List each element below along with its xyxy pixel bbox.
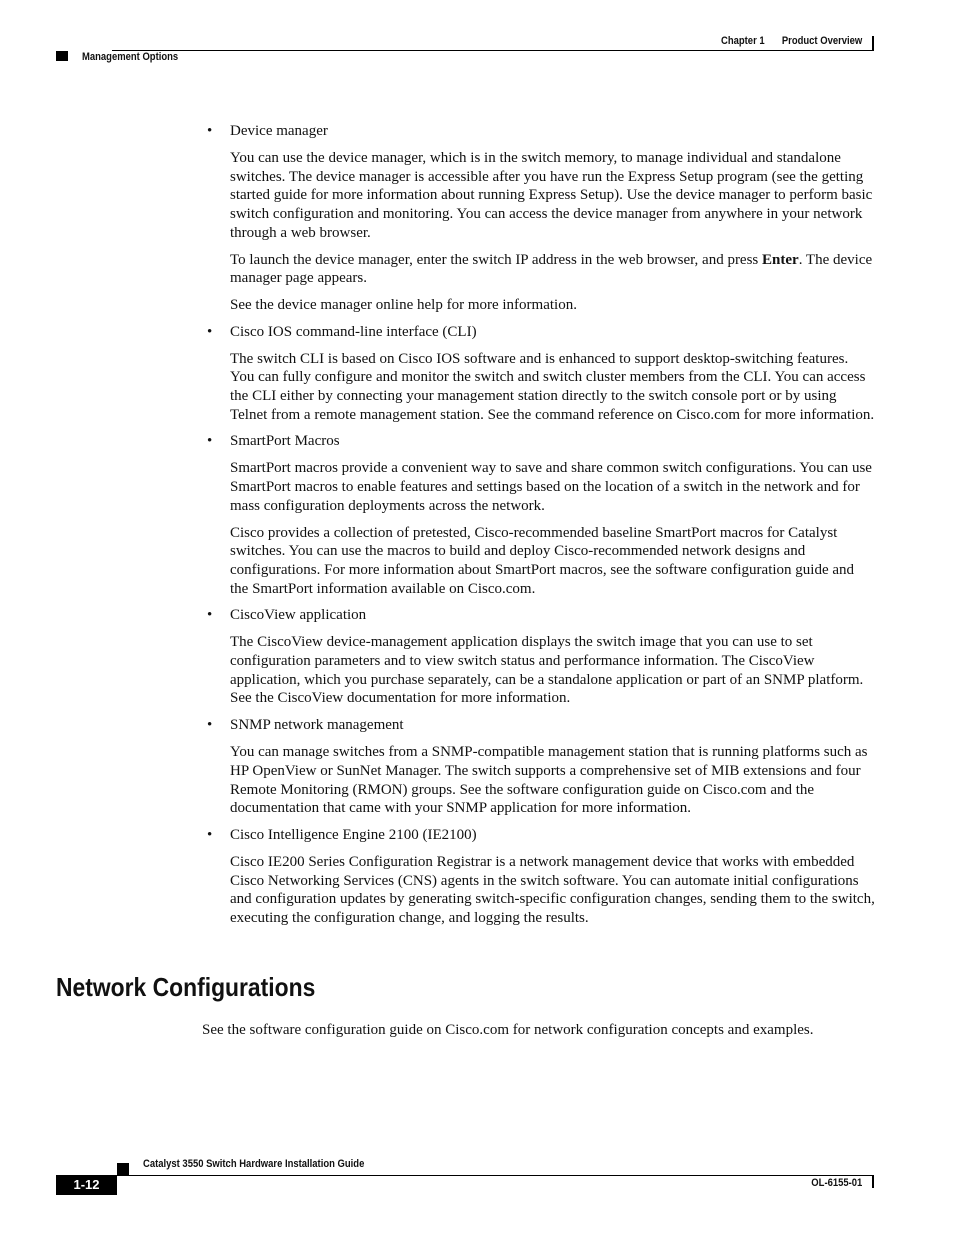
bold-keyword: Enter bbox=[762, 251, 799, 268]
chapter-number: Chapter 1 bbox=[720, 35, 765, 47]
footer-rule bbox=[56, 1175, 874, 1176]
running-header-section: Management Options bbox=[82, 51, 179, 63]
paragraph: You can use the device manager, which is in the switch memory, to manage individual and standalone switches. The device manager is accessible after you have run the Express Setup program (see the getting started guide for more information about running Express Setup). Use the device manager to perform basic switch configuration and monitoring. You can access the device manager from anywhere in your network through a web browser. bbox=[230, 150, 873, 241]
list-item-title: • Device manager bbox=[207, 122, 875, 141]
header-square bbox=[56, 51, 68, 61]
header-bar bbox=[872, 36, 874, 50]
paragraph: The switch CLI is based on Cisco IOS software and is enhanced to support desktop-switching features. You can fully configure and monitor the switch and switch cluster members from the CLI. You can access the CLI either by connecting your management station directly to the switch console port or by using Telnet from a remote management station. See the command reference on Cisco.com for more information. bbox=[230, 350, 875, 423]
section-body: See the software configuration guide on Cisco.com for network configuration concepts and examples. bbox=[202, 1022, 814, 1038]
page-number: 1-12 bbox=[73, 1177, 100, 1192]
header-rule bbox=[112, 50, 874, 51]
management-options-list bbox=[207, 122, 875, 936]
paragraph: SmartPort macros provide a convenient way to save and share common switch configurations. You can use SmartPort macros to enable features and settings based on the location of a switch in the network and for mass configuration deployments across the network. bbox=[230, 460, 872, 514]
running-header-chapter bbox=[721, 35, 862, 47]
paragraph: See the device manager online help for more information. bbox=[230, 296, 577, 313]
footer-bar bbox=[872, 1175, 874, 1188]
text-run: . The device manager page appears. bbox=[230, 251, 873, 287]
section-title: Network Configurations bbox=[56, 972, 316, 1002]
paragraph: Cisco IE200 Series Configuration Registrar is a network management device that works with embedded Cisco Networking Services (CNS) agents in the switch software. You can automate initial configurations and configuration updates by generating switch-specific configuration changes, sending them to the switch, executing the configuration change, and logging the results. bbox=[230, 853, 875, 927]
text-run: To launch the device manager, enter the switch IP address in the web browser, and press bbox=[230, 251, 763, 268]
paragraph: Cisco provides a collection of pretested, Cisco-recommended baseline SmartPort macros for Catalyst switches. You can use the macros to build and deploy Cisco-recommended network designs and configurations. For more information about SmartPort macros, see the software configuration guide and the SmartPort information available on Cisco.com. bbox=[230, 524, 855, 597]
list-item-title: • SNMP network management bbox=[207, 716, 875, 735]
footer-guide-title: Catalyst 3550 Switch Hardware Installation Guide bbox=[143, 1158, 365, 1170]
paragraph: You can manage switches from a SNMP-compatible management station that is running platforms such as HP OpenView or SunNet Manager. The switch supports a comprehensive set of MIB extensions and four Remote Monitoring (RMON) groups. See the software configuration guide on Cisco.com and the documentation that came with your SNMP application for more information. bbox=[230, 744, 868, 817]
paragraph: The CiscoView device-management application displays the switch image that you can use to set configuration parameters and to view switch status and performance information. The CiscoView application, which you purchase separately, can be a standalone application or part of an SNMP platform. See the CiscoView documentation for more information. bbox=[230, 634, 864, 707]
page-number-box bbox=[56, 1175, 117, 1195]
list-item-title: • SmartPort Macros bbox=[207, 432, 875, 451]
list-item-title: • Cisco IOS command-line interface (CLI) bbox=[207, 323, 875, 342]
chapter-title: Product Overview bbox=[781, 35, 862, 47]
list-item-title: • CiscoView application bbox=[207, 606, 875, 625]
footer-square bbox=[117, 1163, 129, 1175]
paragraph bbox=[230, 251, 875, 288]
list-item-title: • Cisco Intelligence Engine 2100 (IE2100) bbox=[207, 826, 875, 845]
document-number: OL-6155-01 bbox=[810, 1177, 862, 1189]
